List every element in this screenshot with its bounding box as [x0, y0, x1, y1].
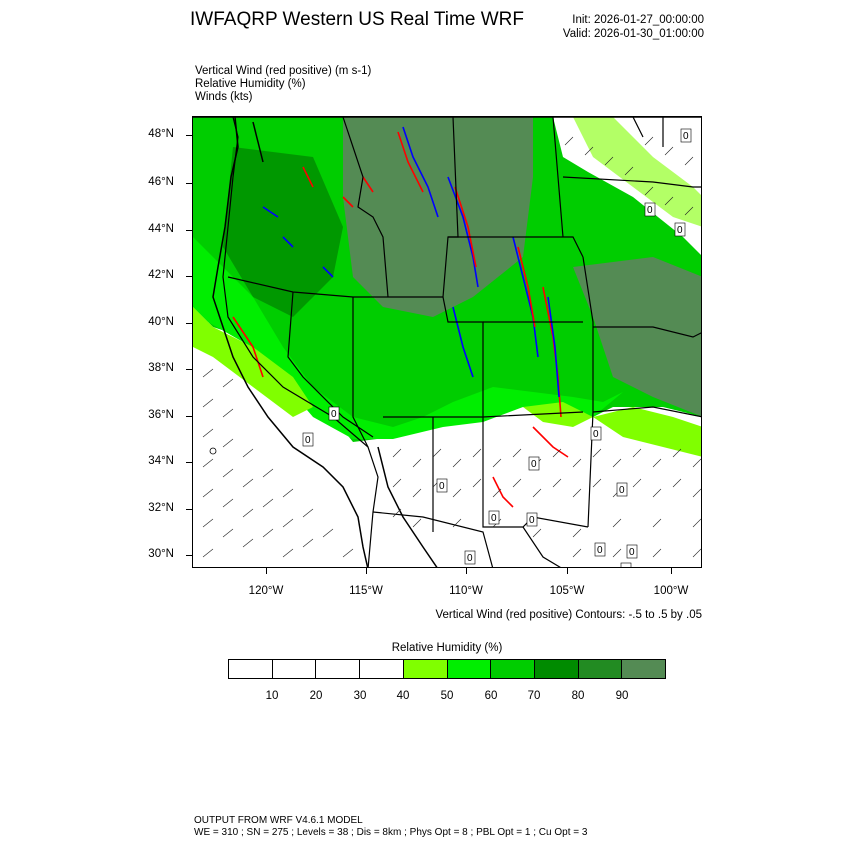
- colorbar-box: [622, 660, 665, 678]
- lat-label: 44°N: [148, 223, 174, 235]
- legend-label: 40: [396, 690, 410, 702]
- svg-text:0: 0: [439, 481, 445, 492]
- svg-text:0: 0: [593, 429, 599, 440]
- calm-wind-marker: [210, 448, 216, 454]
- lat-label: 32°N: [148, 502, 174, 514]
- colorbar-box: [360, 660, 404, 678]
- svg-text:0: 0: [619, 485, 625, 496]
- footer-line-1: OUTPUT FROM WRF V4.6.1 MODEL: [194, 815, 363, 826]
- legend-label: 60: [484, 690, 498, 702]
- lat-label: 42°N: [148, 269, 174, 281]
- lon-tick: [366, 568, 367, 574]
- svg-text:0: 0: [677, 225, 683, 236]
- svg-text:0: 0: [491, 513, 497, 524]
- colorbar-box: [535, 660, 579, 678]
- svg-text:0: 0: [331, 409, 337, 420]
- map-plot: [192, 116, 702, 568]
- legend-label: 80: [571, 690, 585, 702]
- lat-tick: [186, 555, 192, 556]
- lat-tick: [186, 230, 192, 231]
- svg-text:0: 0: [647, 205, 653, 216]
- lat-label: 38°N: [148, 362, 174, 374]
- lat-tick: [186, 276, 192, 277]
- time-info: [563, 13, 704, 41]
- lat-tick: [186, 416, 192, 417]
- lon-label: 105°W: [549, 585, 585, 597]
- colorbar-box: [491, 660, 535, 678]
- svg-text:0: 0: [529, 515, 535, 526]
- lon-label: 120°W: [248, 585, 284, 597]
- legend-label: 70: [527, 690, 541, 702]
- lat-label: 36°N: [148, 409, 174, 421]
- legend-label: 20: [309, 690, 323, 702]
- legend-label: 90: [615, 690, 629, 702]
- lon-label: 100°W: [653, 585, 689, 597]
- svg-text:0: 0: [683, 131, 689, 142]
- lat-label: 34°N: [148, 455, 174, 467]
- field-winds: Winds (kts): [195, 91, 253, 103]
- legend-label: 10: [265, 690, 279, 702]
- lon-tick: [671, 568, 672, 574]
- colorbar-box: [448, 660, 492, 678]
- init-time: Init: 2026-01-27_00:00:00: [572, 14, 704, 26]
- lon-tick: [567, 568, 568, 574]
- legend-label: 30: [353, 690, 367, 702]
- lat-label: 30°N: [148, 548, 174, 560]
- svg-text:0: 0: [467, 553, 473, 564]
- legend-label: 50: [440, 690, 454, 702]
- lat-label: 46°N: [148, 176, 174, 188]
- colorbar-box: [273, 660, 317, 678]
- colorbar-box: [404, 660, 448, 678]
- humidity-colorbar: [228, 659, 666, 679]
- svg-text:0: 0: [531, 459, 537, 470]
- colorbar-box: [229, 660, 273, 678]
- lat-tick: [186, 369, 192, 370]
- map-svg: [193, 117, 702, 568]
- field-relative-humidity: Relative Humidity (%): [195, 78, 306, 90]
- model-footer: [194, 815, 587, 839]
- lon-tick: [266, 568, 267, 574]
- valid-time: Valid: 2026-01-30_01:00:00: [562, 28, 704, 40]
- lon-tick: [466, 568, 467, 574]
- lat-tick: [186, 135, 192, 136]
- contour-note: Vertical Wind (red positive) Contours: -.5 to .5 by .05: [435, 609, 702, 621]
- lon-label: 110°W: [449, 585, 483, 597]
- lat-label: 48°N: [148, 128, 174, 140]
- lat-tick: [186, 323, 192, 324]
- plot-title: IWFAQRP Western US Real Time WRF: [190, 9, 524, 30]
- colorbar-box: [316, 660, 360, 678]
- lat-tick: [186, 462, 192, 463]
- legend-title: Relative Humidity (%): [391, 642, 503, 654]
- colorbar-box: [579, 660, 623, 678]
- svg-text:0: 0: [597, 545, 603, 556]
- svg-text:0: 0: [305, 435, 311, 446]
- lat-tick: [186, 183, 192, 184]
- lon-label: 115°W: [349, 585, 383, 597]
- lat-tick: [186, 509, 192, 510]
- field-vertical-wind: Vertical Wind (red positive) (m s-1): [195, 65, 372, 77]
- lat-label: 40°N: [148, 316, 174, 328]
- svg-text:0: 0: [629, 547, 635, 558]
- footer-line-2: WE = 310 ; SN = 275 ; Levels = 38 ; Dis = 8km ; Phys Opt = 8 ; PBL Opt = 1 ; Cu Opt = 3: [194, 827, 588, 838]
